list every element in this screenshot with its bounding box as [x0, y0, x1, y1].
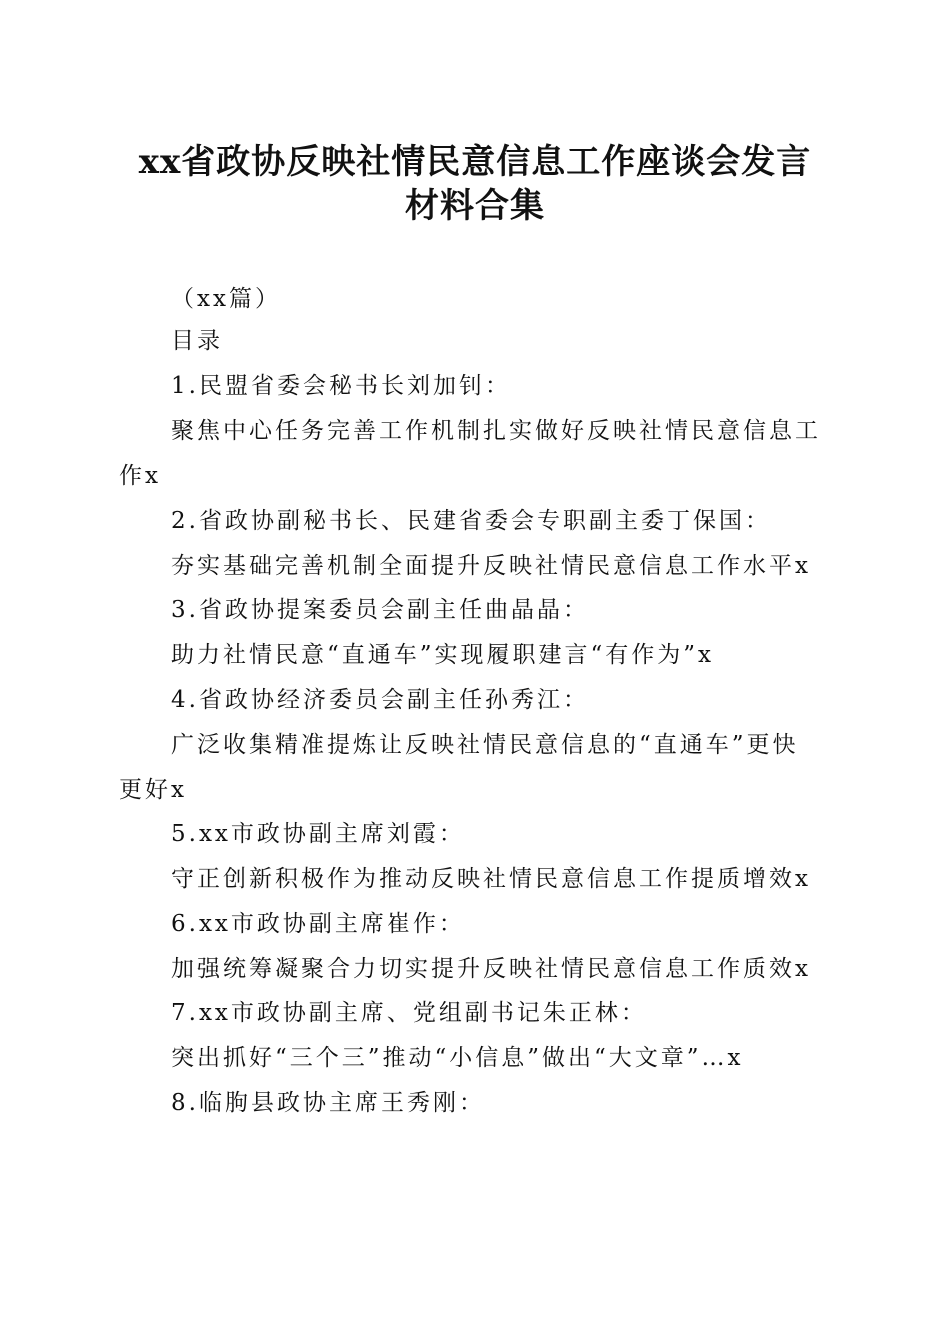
- toc-heading: 目录: [171, 328, 223, 354]
- toc-speaker: 3.省政协提案委员会副主任曲晶晶：: [171, 597, 589, 623]
- toc-speaker: 1.民盟省委会秘书长刘加钊：: [171, 373, 511, 399]
- toc-speaker: 5.xx市政协副主席刘霞：: [171, 821, 465, 847]
- toc-speaker: 4.省政协经济委员会副主任孙秀江：: [171, 687, 589, 713]
- toc-topic: 守正创新积极作为推动反映社情民意信息工作提质增效x: [171, 866, 811, 892]
- document-title-line2: 材料合集: [405, 186, 545, 226]
- toc-topic: 聚焦中心任务完善工作机制扎实做好反映社情民意信息工: [171, 418, 821, 444]
- toc-topic: 广泛收集精准提炼让反映社情民意信息的“直通车”更快: [171, 732, 799, 758]
- toc-topic-continued: 更好x: [119, 777, 187, 803]
- toc-speaker: 2.省政协副秘书长、民建省委会专职副主委丁保国：: [171, 508, 771, 534]
- toc-topic: 加强统筹凝聚合力切实提升反映社情民意信息工作质效x: [171, 956, 811, 982]
- toc-speaker: 6.xx市政协副主席崔作：: [171, 911, 465, 937]
- toc-topic: 助力社情民意“直通车”实现履职建言“有作为”x: [171, 642, 715, 668]
- toc-topic-continued: 作x: [119, 463, 161, 489]
- document-title-line1: xx省政协反映社情民意信息工作座谈会发言: [138, 142, 812, 182]
- toc-topic: 夯实基础完善机制全面提升反映社情民意信息工作水平x: [171, 553, 811, 579]
- toc-speaker: 7.xx市政协副主席、党组副书记朱正林：: [171, 1000, 647, 1026]
- toc-speaker: 8.临朐县政协主席王秀刚：: [171, 1090, 485, 1116]
- toc-topic: 突出抓好“三个三”推动“小信息”做出“大文章”…x: [171, 1045, 744, 1071]
- document-subtitle: （xx篇）: [171, 286, 281, 312]
